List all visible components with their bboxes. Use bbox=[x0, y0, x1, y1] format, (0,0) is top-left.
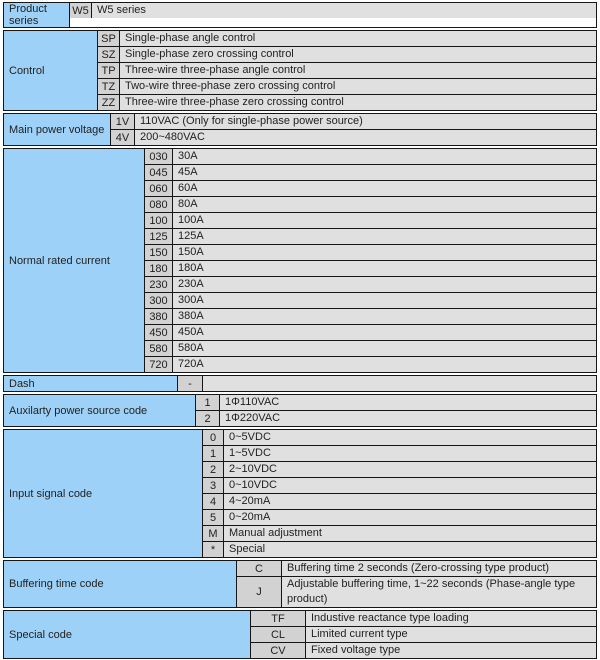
section-normal-rated-current bbox=[3, 148, 597, 373]
code-cell: SZ bbox=[98, 47, 120, 62]
section-main-power-voltage bbox=[3, 113, 597, 146]
table-row bbox=[98, 46, 596, 62]
section-rows bbox=[70, 3, 596, 27]
table-row bbox=[145, 324, 596, 340]
code-cell: 060 bbox=[145, 181, 173, 196]
table-row bbox=[203, 461, 596, 477]
desc-cell: 1Φ110VAC bbox=[220, 395, 596, 410]
code-cell: TP bbox=[98, 63, 120, 78]
code-cell: SP bbox=[98, 31, 120, 46]
table-row bbox=[145, 292, 596, 308]
section-rows bbox=[98, 31, 596, 110]
table-row bbox=[251, 642, 596, 658]
code-cell: 3 bbox=[203, 478, 224, 493]
section-rows bbox=[196, 395, 596, 426]
desc-cell: 230A bbox=[173, 277, 596, 292]
code-cell: 5 bbox=[203, 510, 224, 525]
section-label: Main power voltage bbox=[4, 114, 111, 145]
table-row bbox=[145, 212, 596, 228]
section-control bbox=[3, 30, 597, 111]
table-row bbox=[203, 541, 596, 557]
section-label: Control bbox=[4, 31, 98, 110]
desc-cell: 150A bbox=[173, 245, 596, 260]
desc-cell: 380A bbox=[173, 309, 596, 324]
desc-cell: 200~480VAC bbox=[135, 130, 596, 145]
section-rows bbox=[237, 561, 596, 607]
code-cell: 2 bbox=[203, 462, 224, 477]
table-row bbox=[145, 196, 596, 212]
desc-cell: 4~20mA bbox=[224, 494, 596, 509]
section-label: Normal rated current bbox=[4, 149, 145, 372]
desc-cell: Three-wire three-phase angle control bbox=[120, 63, 596, 78]
code-cell: 4V bbox=[111, 130, 135, 145]
desc-cell: 580A bbox=[173, 341, 596, 356]
desc-cell: 45A bbox=[173, 165, 596, 180]
section-label: Input signal code bbox=[4, 430, 203, 557]
desc-cell: 300A bbox=[173, 293, 596, 308]
section-rows bbox=[145, 149, 596, 372]
section-rows bbox=[251, 611, 596, 658]
code-cell: 045 bbox=[145, 165, 173, 180]
code-cell: TF bbox=[251, 611, 306, 626]
section-label: Product series bbox=[4, 3, 70, 27]
table-row bbox=[251, 626, 596, 642]
desc-cell: Special bbox=[224, 542, 596, 557]
table-row bbox=[203, 509, 596, 525]
section-special-code bbox=[3, 610, 597, 659]
table-row bbox=[196, 410, 596, 426]
table-row bbox=[145, 308, 596, 324]
desc-cell: 0~10VDC bbox=[224, 478, 596, 493]
code-cell: ZZ bbox=[98, 95, 120, 110]
desc-cell: 0~5VDC bbox=[224, 430, 596, 445]
desc-cell: 450A bbox=[173, 325, 596, 340]
desc-cell: 60A bbox=[173, 181, 596, 196]
desc-cell: Single-phase angle control bbox=[120, 31, 596, 46]
code-cell: - bbox=[178, 376, 203, 391]
code-cell: 1V bbox=[111, 114, 135, 129]
section-label: Auxilarty power source code bbox=[4, 395, 196, 426]
desc-cell: 30A bbox=[173, 149, 596, 164]
code-cell: * bbox=[203, 542, 224, 557]
code-cell: 580 bbox=[145, 341, 173, 356]
table-row bbox=[145, 180, 596, 196]
table-row bbox=[145, 276, 596, 292]
code-cell: 030 bbox=[145, 149, 173, 164]
code-cell: W5 bbox=[70, 3, 92, 18]
desc-cell: Two-wire three-phase zero crossing control bbox=[120, 79, 596, 94]
desc-cell bbox=[203, 376, 596, 391]
code-cell: 100 bbox=[145, 213, 173, 228]
code-cell: M bbox=[203, 526, 224, 541]
desc-cell: 1Φ220VAC bbox=[220, 411, 596, 426]
table-row bbox=[145, 356, 596, 372]
table-row bbox=[111, 129, 596, 145]
table-row bbox=[145, 164, 596, 180]
code-cell: 450 bbox=[145, 325, 173, 340]
code-cell: 125 bbox=[145, 229, 173, 244]
code-cell: 4 bbox=[203, 494, 224, 509]
code-cell: 180 bbox=[145, 261, 173, 276]
section-label: Dash bbox=[4, 376, 178, 391]
code-cell: C bbox=[237, 561, 282, 576]
table-row bbox=[145, 228, 596, 244]
table-row bbox=[203, 477, 596, 493]
code-cell: CL bbox=[251, 627, 306, 642]
table-row bbox=[203, 430, 596, 445]
section-rows bbox=[178, 376, 596, 391]
desc-cell: W5 series bbox=[92, 3, 596, 18]
code-cell: 2 bbox=[196, 411, 220, 426]
section-rows bbox=[203, 430, 596, 557]
table-row bbox=[203, 445, 596, 461]
desc-cell: Three-wire three-phase zero crossing control bbox=[120, 95, 596, 110]
table-row bbox=[145, 149, 596, 164]
section-dash bbox=[3, 375, 597, 392]
section-label: Special code bbox=[4, 611, 251, 658]
desc-cell: Single-phase zero crossing control bbox=[120, 47, 596, 62]
desc-cell: 0~20mA bbox=[224, 510, 596, 525]
table-row bbox=[111, 114, 596, 129]
table-row bbox=[98, 94, 596, 110]
desc-cell: 1~5VDC bbox=[224, 446, 596, 461]
table-row bbox=[203, 493, 596, 509]
desc-cell: 720A bbox=[173, 357, 596, 372]
code-cell: 1 bbox=[196, 395, 220, 410]
section-product-series bbox=[3, 2, 597, 28]
table-row bbox=[178, 376, 596, 391]
code-cell: 380 bbox=[145, 309, 173, 324]
desc-cell: Adjustable buffering time, 1~22 seconds (Phase-angle type product) bbox=[282, 577, 596, 607]
code-cell: 150 bbox=[145, 245, 173, 260]
section-input-signal-code bbox=[3, 429, 597, 558]
code-cell: J bbox=[237, 577, 282, 607]
section-buffering-time-code bbox=[3, 560, 597, 608]
table-row bbox=[237, 561, 596, 576]
desc-cell: 100A bbox=[173, 213, 596, 228]
desc-cell: Manual adjustment bbox=[224, 526, 596, 541]
table-row bbox=[145, 340, 596, 356]
table-row bbox=[98, 31, 596, 46]
section-rows bbox=[111, 114, 596, 145]
code-cell: CV bbox=[251, 643, 306, 658]
desc-cell: 80A bbox=[173, 197, 596, 212]
section-auxilarty-power-source-code bbox=[3, 394, 597, 427]
code-cell: 230 bbox=[145, 277, 173, 292]
table-row bbox=[251, 611, 596, 626]
desc-cell: Fixed voltage type bbox=[306, 643, 596, 658]
code-cell: 080 bbox=[145, 197, 173, 212]
table-row bbox=[98, 62, 596, 78]
desc-cell: 125A bbox=[173, 229, 596, 244]
table-row bbox=[145, 244, 596, 260]
section-label: Buffering time code bbox=[4, 561, 237, 607]
code-cell: 1 bbox=[203, 446, 224, 461]
table-row bbox=[196, 395, 596, 410]
desc-cell: Industive reactance type loading bbox=[306, 611, 596, 626]
desc-cell: 110VAC (Only for single-phase power source) bbox=[135, 114, 596, 129]
code-cell: 720 bbox=[145, 357, 173, 372]
table-row bbox=[70, 3, 596, 18]
code-cell: TZ bbox=[98, 79, 120, 94]
code-cell: 0 bbox=[203, 430, 224, 445]
table-row bbox=[237, 576, 596, 607]
desc-cell: 180A bbox=[173, 261, 596, 276]
table-row bbox=[98, 78, 596, 94]
desc-cell: Limited current type bbox=[306, 627, 596, 642]
table-row bbox=[203, 525, 596, 541]
table-row bbox=[145, 260, 596, 276]
desc-cell: Buffering time 2 seconds (Zero-crossing type product) bbox=[282, 561, 596, 576]
code-cell: 300 bbox=[145, 293, 173, 308]
desc-cell: 2~10VDC bbox=[224, 462, 596, 477]
